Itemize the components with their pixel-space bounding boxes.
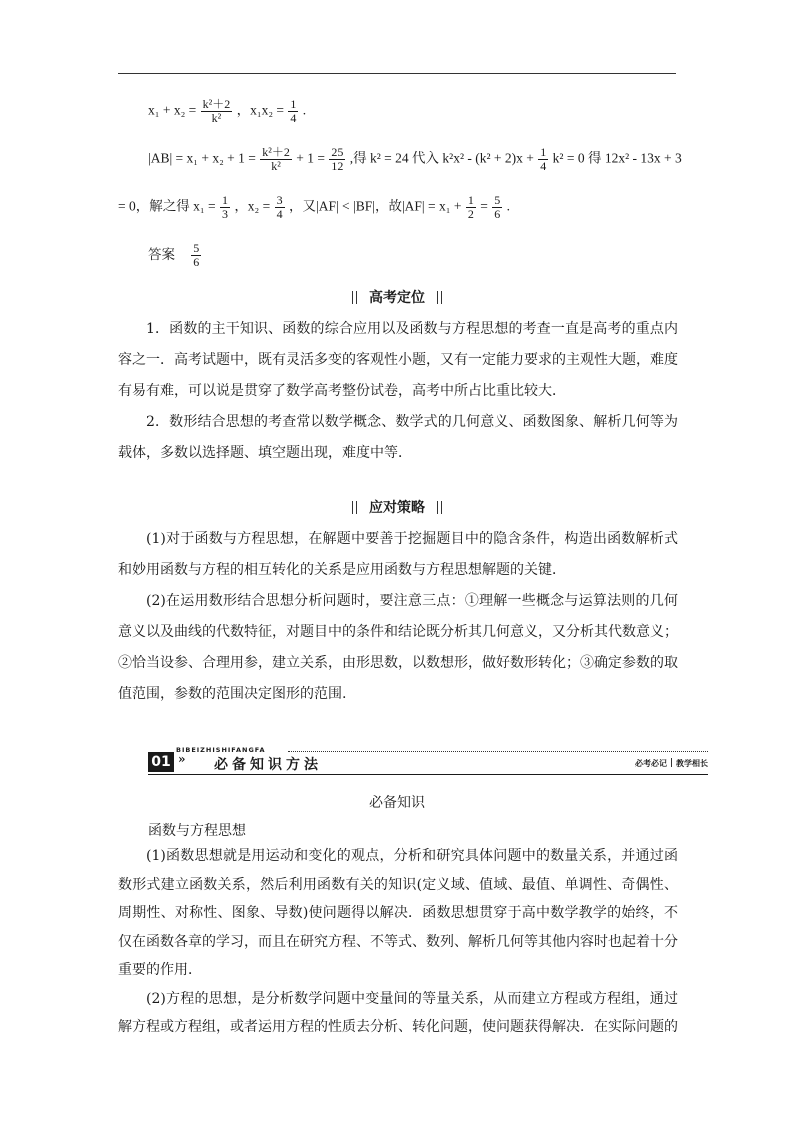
fraction: $\frac{1}{4}$ (290, 97, 297, 125)
math-text: k² = 0 得 12x² - 13x + 3 (552, 150, 682, 166)
banner-pinyin: BIBEIZHISHIFANGFA (176, 746, 266, 754)
math-text: ，又|AF| < |BF|，故|AF| = x₁ + (289, 198, 462, 214)
banner-number: 01 (148, 752, 174, 772)
gaokao-paragraph-2: 2．数形结合思想的考查常以数学概念、数学式的几何意义、函数图象、解析几何等为载体，多数以选择题、填空题出现，难度中等． (118, 414, 678, 461)
banner-dotted-rule (288, 751, 708, 752)
top-rule (118, 73, 676, 74)
fraction: $\frac{3}{4}$ (276, 193, 283, 221)
solution-line-3 (118, 194, 510, 221)
knowledge-title: 必备知识 (369, 795, 425, 811)
section-banner (148, 746, 708, 778)
math-text: = 0，解之得 x₁ = (118, 198, 216, 214)
strategy-heading: 应对策略 (0, 497, 794, 517)
heading-bar-icon (352, 291, 357, 304)
math-text: = (480, 198, 488, 214)
chevron-right-icon: » (178, 752, 186, 766)
heading-bar-icon (437, 291, 442, 304)
banner-tags: 必考必记 教学相长 (635, 759, 708, 768)
math-text: |AB| = x₁ + x₂ + 1 = (148, 150, 256, 166)
gaokao-body (118, 314, 678, 469)
fraction: $\frac{1}{4}$ (540, 145, 547, 173)
math-text: . (506, 198, 510, 214)
solution-line-2 (148, 146, 682, 173)
banner-title: 必备知识方法 (214, 757, 322, 773)
gaokao-heading: 高考定位 (0, 287, 794, 307)
fraction: $\frac{\text{k²＋2}}{\text{k²}}$ (202, 97, 231, 125)
fraction: $\frac{5}{6}$ (494, 193, 501, 221)
fraction: $\frac{1}{3}$ (221, 193, 228, 221)
fraction: $\frac{25}{12}$ (331, 145, 344, 173)
knowledge-subhead: 函数与方程思想 (148, 823, 246, 839)
heading-bar-icon (437, 501, 442, 514)
solution-line-1 (148, 98, 306, 125)
fraction: $\frac{1}{2}$ (467, 193, 474, 221)
strategy-body (118, 524, 678, 710)
math-text: ，x₂ = (234, 198, 271, 214)
answer-value: $\frac{5}{6}$ (193, 241, 200, 269)
answer (148, 242, 202, 269)
knowledge-paragraph-1: (1)函数思想就是用运动和变化的观点，分析和研究具体问题中的数量关系，并通过函数形式建立函数关系，然后利用函数有关的知识(定义域、值域、最值、单调性、奇偶性、周期性、对称性、图象、导数)使问题得以解决．函数思想贯穿于高中数学教学的始终，不仅在函数各章的学习，而且在研究方程、不等式、数列、解析几何等其他内容时也起着十分重要的作用． (118, 848, 678, 978)
banner-tag-divider (671, 758, 672, 767)
knowledge-paragraph-2: (2)方程的思想，是分析数学问题中变量间的等量关系，从而建立方程或方程组，通过解方程或方程组，或者运用方程的性质去分析、转化问题，使问题获得解决．在实际问题的 (118, 990, 678, 1035)
math-text: ,得 k² = 24 代入 k²x² - (k² + 2)x + (349, 150, 534, 166)
heading-bar-icon (352, 501, 357, 514)
math-text: . (302, 102, 307, 118)
fraction: $\frac{\text{k²＋2}}{\text{k²}}$ (262, 145, 290, 173)
math-text: ，x₁x₂ = (236, 102, 285, 118)
answer-label: 答案 (148, 247, 175, 263)
math-text: + 1 = (296, 150, 325, 166)
strategy-paragraph-1: (1)对于函数与方程思想，在解题中要善于挖掘题目中的隐含条件，构造出函数解析式和妙用函数与方程的相互转化的关系是应用函数与方程思想解题的关键． (118, 531, 678, 578)
knowledge-body (118, 842, 678, 1042)
gaokao-paragraph-1: 1．函数的主干知识、函数的综合应用以及函数与方程思想的考查一直是高考的重点内容之一．高考试题中，既有灵活多变的客观性小题，又有一定能力要求的主观性大题，难度有易有难，可以说是贯穿了数学高考整份试卷，高考中所占比重比较大． (118, 321, 678, 399)
strategy-paragraph-2: (2)在运用数形结合思想分析问题时，要注意三点：①理解一些概念与运算法则的几何意义以及曲线的代数特征，对题目中的条件和结论既分析其几何意义，又分析其代数意义；②恰当设参、合理用参，建立关系，由形思数，以数想形，做好数形转化；③确定参数的取值范围，参数的范围决定图形的范围. (118, 593, 678, 702)
banner-rule (148, 774, 708, 775)
math-text: x₁ + x₂ = (148, 102, 197, 118)
